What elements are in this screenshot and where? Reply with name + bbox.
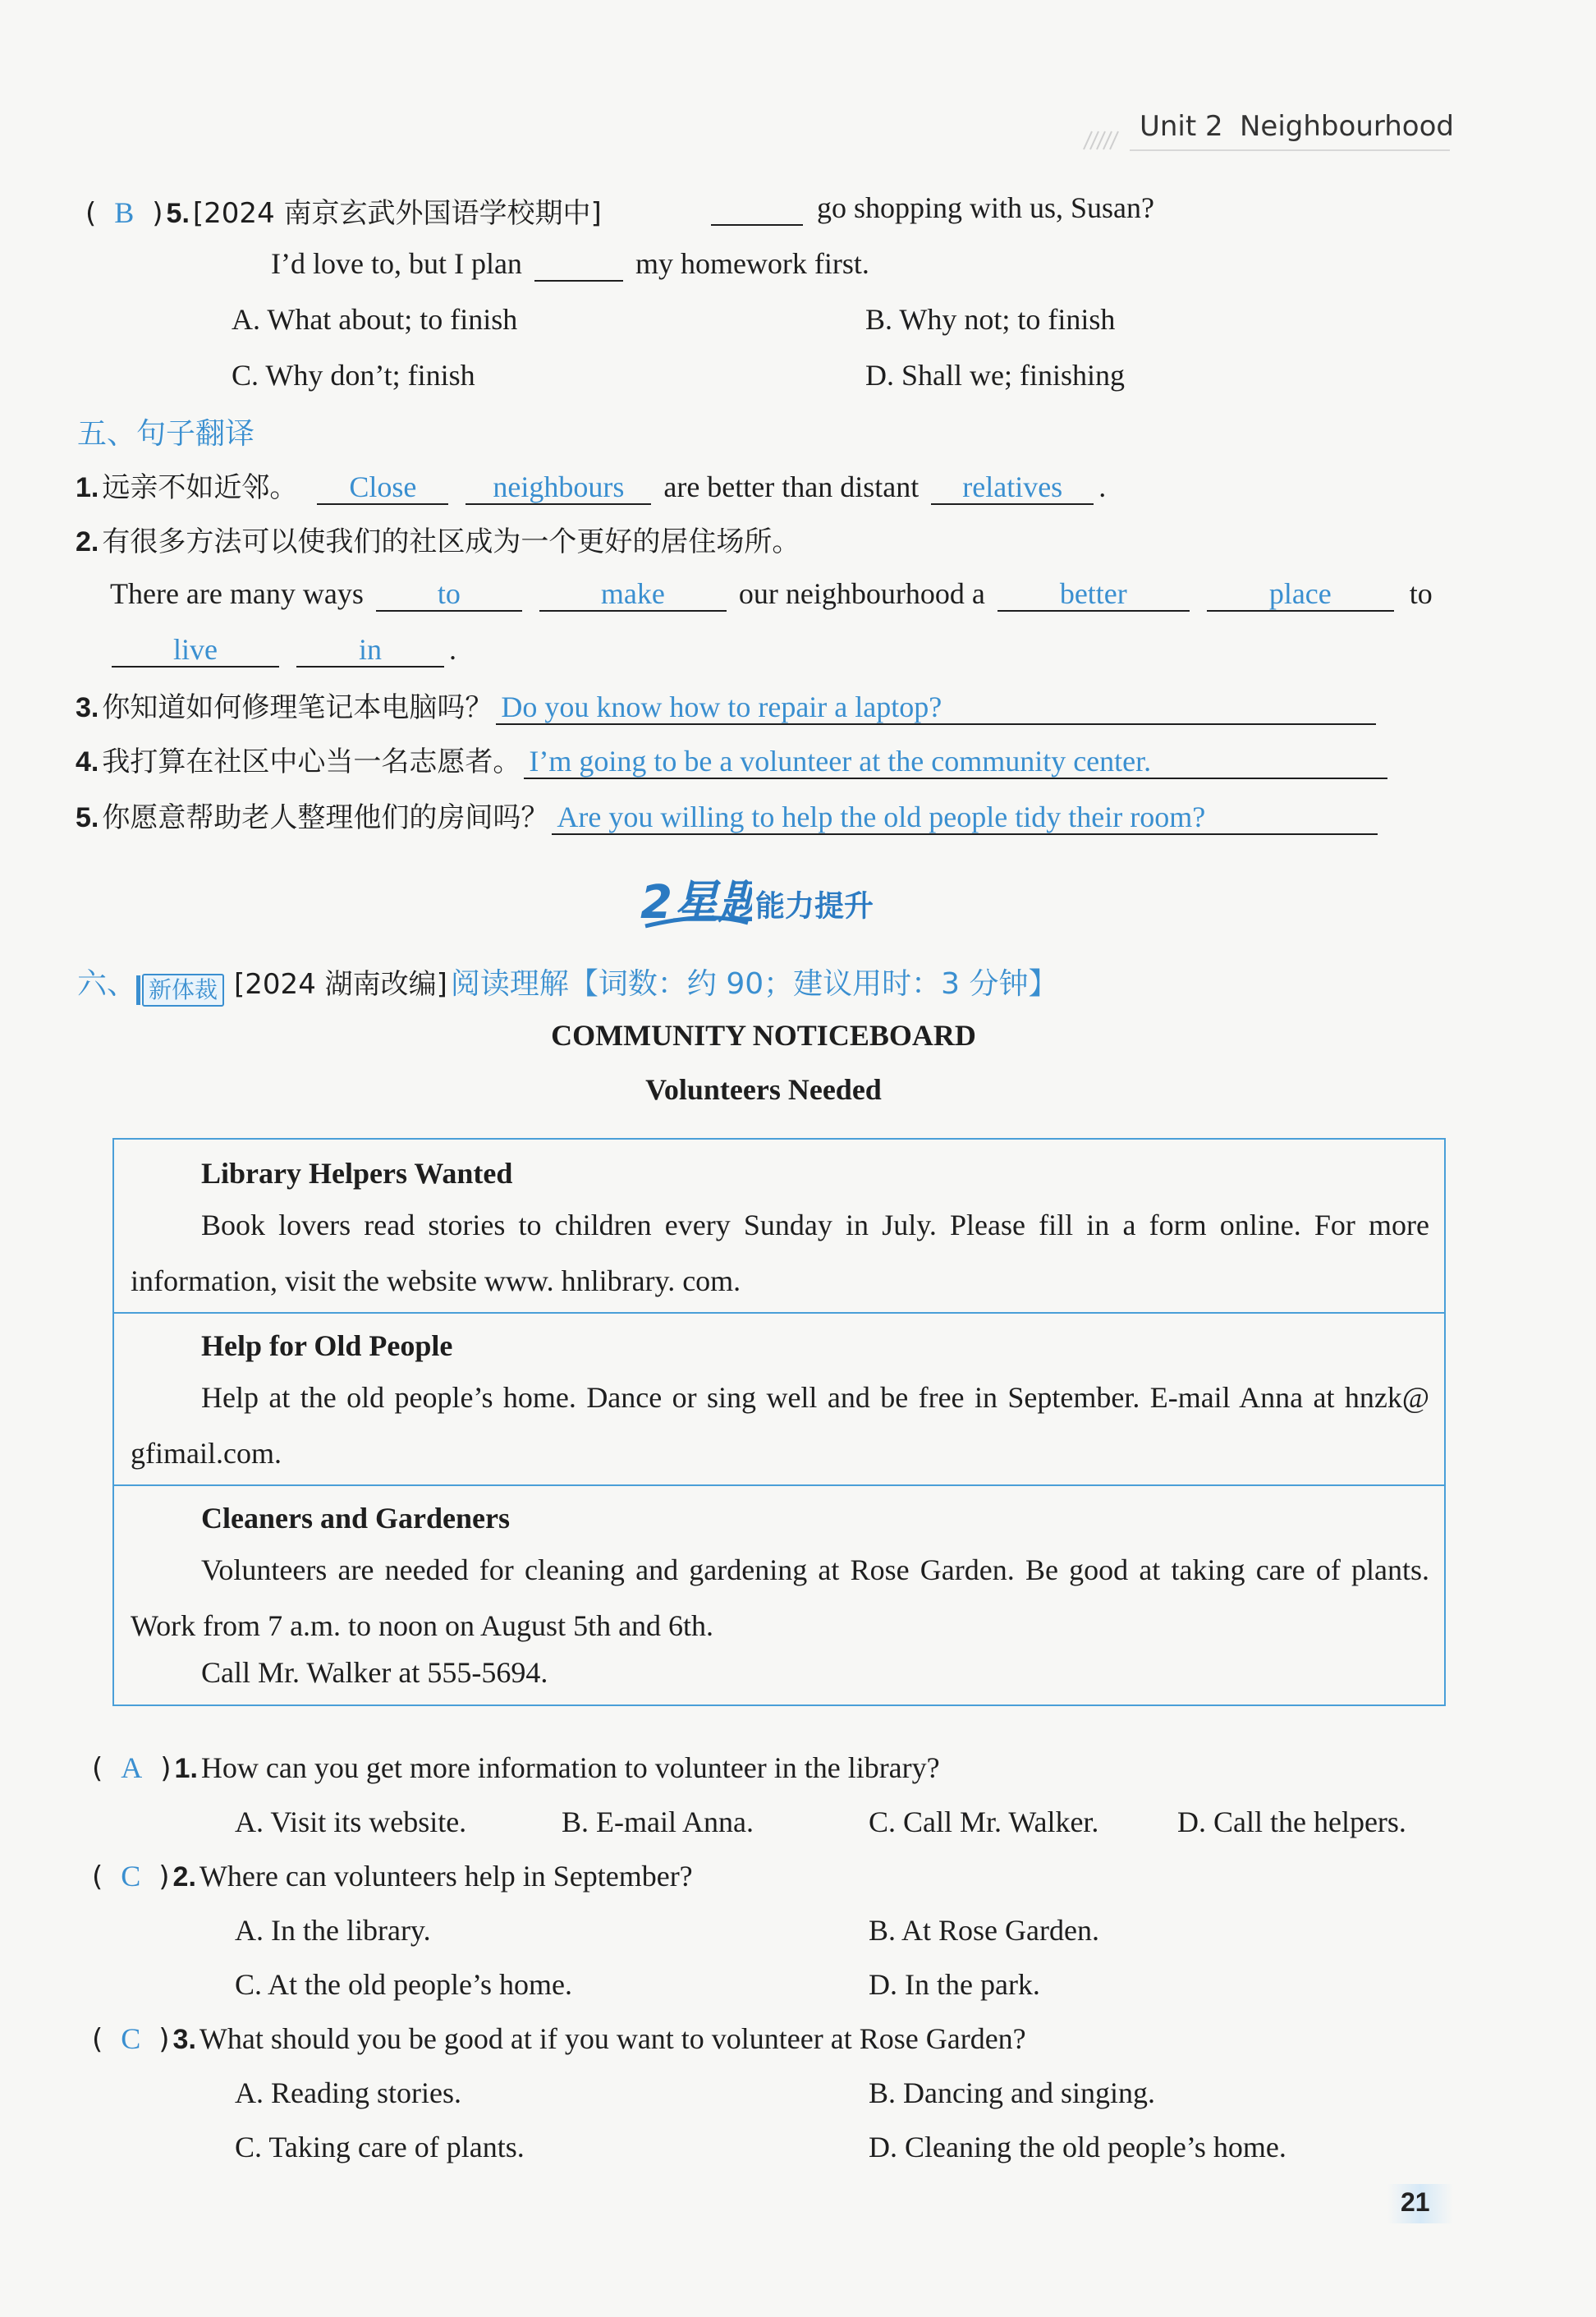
s2-blank3[interactable]: better	[998, 579, 1190, 612]
s2-blank5[interactable]: live	[112, 635, 279, 668]
s3-answer[interactable]: Do you know how to repair a laptop?	[496, 692, 1376, 725]
rq1-answer[interactable]: A	[121, 1751, 143, 1784]
header-stripes-icon	[1080, 126, 1130, 151]
rq3-answer[interactable]: C	[121, 2022, 141, 2055]
rq3-option-a[interactable]: A. Reading stories.	[235, 2076, 461, 2109]
s5-answer[interactable]: Are you willing to help the old people tidy their room?	[552, 802, 1378, 835]
s2-blank2[interactable]: make	[539, 579, 727, 612]
unit-title: Neighbourhood	[1240, 110, 1454, 143]
rq2-line: ( C ) 2. Where can volunteers help in September?	[92, 1860, 693, 1893]
unit-label: Unit 2	[1140, 110, 1223, 143]
rq3-option-d[interactable]: D. Cleaning the old people’s home.	[869, 2131, 1286, 2163]
s2-blank1[interactable]: to	[376, 579, 522, 612]
rq1-option-a[interactable]: A. Visit its website.	[235, 1805, 467, 1838]
page-number-badge	[1387, 2184, 1453, 2223]
star-level-logo-icon	[637, 875, 752, 933]
s4-answer[interactable]: I’m going to be a volunteer at the community center.	[524, 746, 1387, 779]
rq1-line: ( A ) 1. How can you get more information to volunteer in the library?	[92, 1751, 940, 1785]
rq3-line: ( C ) 3. What should you be good at if you want to volunteer at Rose Garden?	[92, 2022, 1026, 2056]
notice-library: Library Helpers Wanted Book lovers read stories to children every Sunday in July. Please fill in a form online. For more information, visit the website www. hnlibrary. com.	[131, 1157, 1429, 1297]
s1-blank3[interactable]: relatives	[931, 472, 1094, 505]
s2-zh-line: 2. 有很多方法可以使我们的社区成为一个更好的居住场所。	[76, 525, 800, 558]
s2-blank6[interactable]: in	[296, 635, 444, 668]
q5-number: 5.	[166, 198, 190, 229]
rq3-option-b[interactable]: B. Dancing and singing.	[869, 2076, 1155, 2109]
s2-en-line2: live in .	[107, 632, 456, 668]
notice-old-people: Help for Old People Help at the old people’s home. Dance or sing well and be free in September. E-mail Anna at hnzk@ gfimail.com.	[114, 1312, 1444, 1484]
notice-subtitle: Volunteers Needed	[645, 1073, 882, 1106]
s1-blank2[interactable]: neighbours	[466, 472, 651, 505]
q5-option-a[interactable]: A. What about; to finish	[232, 303, 518, 336]
rq2-option-c[interactable]: C. At the old people’s home.	[235, 1968, 572, 2001]
difficulty-banner	[637, 875, 874, 933]
rq1-option-d[interactable]: D. Call the helpers.	[1177, 1805, 1406, 1838]
s1-line: 1. 远亲不如近邻。 Close neighbours are better than distant relatives .	[76, 470, 1107, 504]
rq1-option-c[interactable]: C. Call Mr. Walker.	[869, 1805, 1099, 1838]
rq2-answer[interactable]: C	[121, 1860, 141, 1893]
rq1-option-b[interactable]: B. E-mail Anna.	[562, 1805, 754, 1838]
q5-line2: I’d love to, but I plan my homework first.	[271, 247, 869, 280]
q5-option-c[interactable]: C. Why don’t; finish	[232, 359, 475, 392]
header-underline	[1130, 149, 1450, 151]
s5-line: 5. 你愿意帮助老人整理他们的房间吗？ Are you willing to help the old people tidy their room?	[76, 795, 1378, 835]
rq3-option-c[interactable]: C. Taking care of plants.	[235, 2131, 525, 2163]
noticeboard	[112, 1138, 1446, 1706]
q5-option-b[interactable]: B. Why not; to finish	[865, 303, 1116, 336]
q5-stem: go shopping with us, Susan?	[711, 190, 1154, 226]
section6-heading: 六、 新体裁 [2024 湖南改编] 阅读理解【词数：约 90；建议用时：3 分钟】	[77, 961, 1058, 1007]
s2-blank4[interactable]: place	[1207, 579, 1394, 612]
s4-line: 4. 我打算在社区中心当一名志愿者。 I’m going to be a volunteer at the community center.	[76, 739, 1387, 779]
s1-blank1[interactable]: Close	[317, 472, 448, 505]
q5-blank1[interactable]	[711, 193, 803, 226]
banner-text: 能力提升	[755, 889, 874, 924]
rq2-option-a[interactable]: A. In the library.	[235, 1914, 431, 1947]
s2-en-line1: There are many ways to make our neighbourhood a better place to	[110, 577, 1433, 610]
q5-option-d[interactable]: D. Shall we; finishing	[865, 359, 1125, 392]
section5-heading: 五、句子翻译	[77, 417, 255, 451]
page-number: 21	[1401, 2187, 1430, 2217]
q5-source: [2024 南京玄武外国语学校期中]	[192, 197, 602, 230]
notice-title: COMMUNITY NOTICEBOARD	[551, 1019, 976, 1052]
s3-line: 3. 你知道如何修理笔记本电脑吗？ Do you know how to repair a laptop?	[76, 685, 1376, 725]
rq2-option-b[interactable]: B. At Rose Garden.	[869, 1914, 1099, 1947]
rq2-option-d[interactable]: D. In the park.	[869, 1968, 1040, 2001]
q5-answer[interactable]: B	[114, 196, 135, 229]
q5-line1: ( B ) 5. [2024 南京玄武外国语学校期中]	[85, 196, 602, 230]
notice-gardeners: Cleaners and Gardeners Volunteers are needed for cleaning and gardening at Rose Garden. Be good at taking care of plants. Work from 7 a.m. to noon on August 5th and 6th. Call Mr. Walker at 555-5694.	[114, 1484, 1444, 1704]
page-header	[1080, 110, 1454, 151]
new-genre-tag: 新体裁	[142, 974, 224, 1007]
svg-text:2星题: 2星题	[640, 876, 752, 929]
q5-blank2[interactable]	[534, 249, 623, 282]
